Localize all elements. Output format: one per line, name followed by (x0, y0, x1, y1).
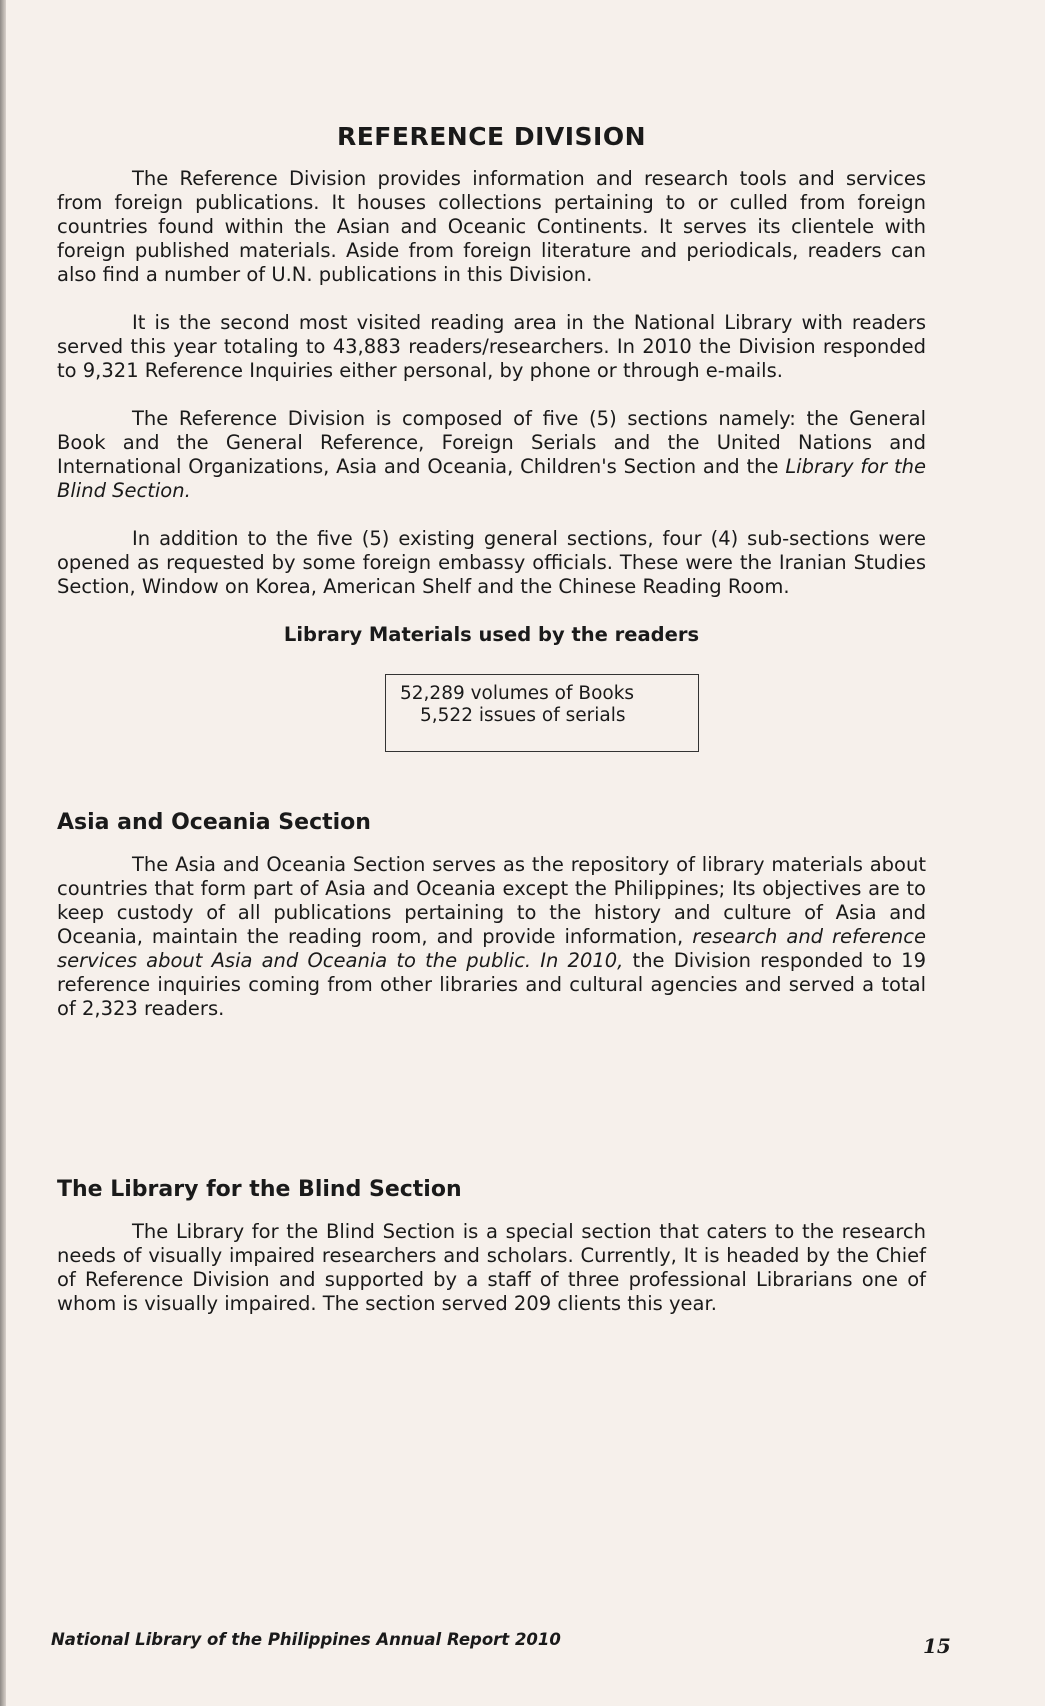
page-title: REFERENCE DIVISION (336, 122, 647, 151)
asia-section-heading: Asia and Oceania Section (57, 810, 371, 835)
asia-text-c: the Division responded to 19 reference inquiries coming from other libraries and cultural agencies and served a total of 2,323 readers. (57, 949, 926, 1020)
document-body (57, 122, 926, 1340)
page-number: 15 (923, 1634, 951, 1658)
subsections-paragraph: In addition to the five (5) existing general sections, four (4) sub-sections were opened as requested by some foreign embassy officials. These were the Iranian Studies Section, Window on Korea, American Shelf and the Chinese Reading Room. (57, 527, 926, 598)
blind-section-paragraph: The Library for the Blind Section is a special section that caters to the research needs of visually impaired researchers and scholars. Currently, It is headed by the Chief of Reference Division and supported by a staff of three professional Librarians one of whom is visually impaired. The section served 209 clients this year. (57, 1220, 926, 1315)
materials-box (385, 674, 699, 752)
asia-text-a: The Asia and Oceania Section serves as the repository of library materials about countries that form part of Asia and Oceania except the Philippines; Its objectives are to keep custody of all publications pertaining to the history and culture of Asia and Oceania, maintain the reading room, and provide information, (57, 853, 926, 948)
materials-heading: Library Materials used by the readers (283, 623, 700, 646)
page-binding-edge (0, 0, 6, 1706)
report-title-footer: National Library of the Philippines Annual Report 2010 (51, 1630, 561, 1649)
serials-count: 5,522 issues of serials (420, 705, 626, 726)
visits-paragraph: It is the second most visited reading area in the National Library with readers served this year totaling to 43,883 readers/researchers. In 2010 the Division responded to 9,321 Reference Inquiries either personal, by phone or through e-mails. (57, 311, 926, 382)
asia-text-b: research and reference services about Asia and Oceania to the public. In 2010, (57, 925, 926, 972)
sections-text: The Reference Division is composed of five (5) sections namely: the General Book and the General Reference, Foreign Serials and the United Nations and International Organizations, Asia and Oceania, Children's Section and the (57, 407, 926, 478)
intro-paragraph: The Reference Division provides information and research tools and services from foreign publications. It houses collections pertaining to or culled from foreign countries found within the Asian and Oceanic Continents. It serves its clientele with foreign published materials. Aside from foreign literature and periodicals, readers can also find a number of U.N. publications in this Division. (57, 167, 926, 286)
blind-section-heading: The Library for the Blind Section (57, 1177, 462, 1202)
sections-text-italic: Library for the Blind Section. (57, 455, 926, 502)
sections-paragraph (57, 407, 926, 503)
books-count: 52,289 volumes of Books (400, 683, 635, 704)
asia-section-paragraph (57, 853, 926, 1021)
